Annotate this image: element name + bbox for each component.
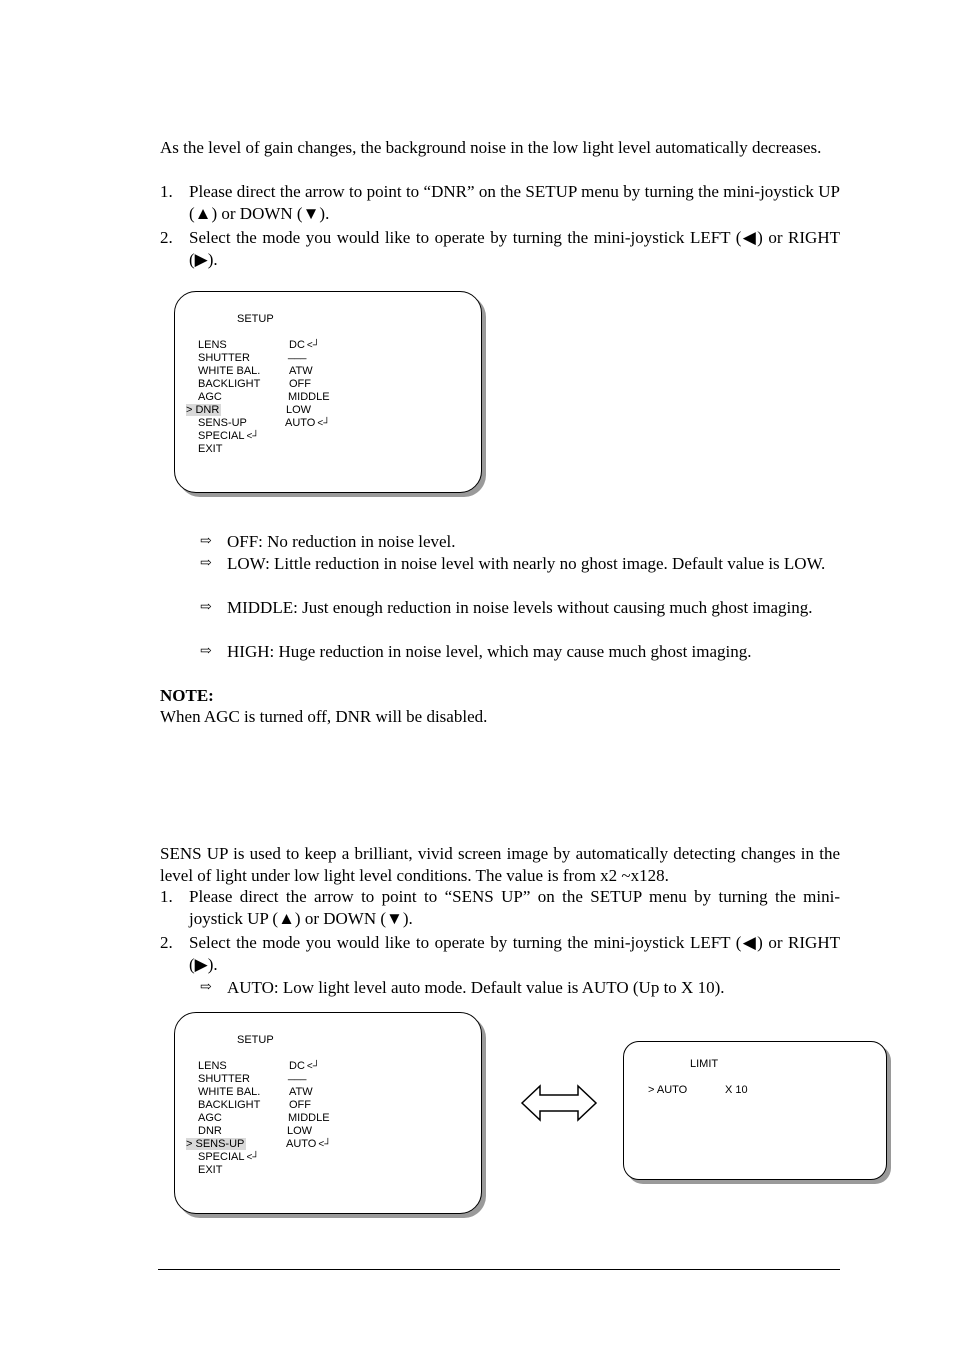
limit-label: > AUTO bbox=[648, 1084, 688, 1096]
step-number: 1. bbox=[160, 182, 173, 201]
setup-menu-dnr bbox=[174, 291, 482, 493]
menu-item-dnr-selected: > DNR bbox=[186, 404, 220, 416]
limit-menu bbox=[623, 1041, 887, 1180]
step-number: 1. bbox=[160, 887, 173, 906]
note-title: NOTE: bbox=[160, 686, 214, 705]
enter-arrow-icon: <┘ bbox=[306, 340, 320, 351]
dnr-option-middle: MIDDLE: Just enough reduction in noise levels without causing much ghost imaging. bbox=[227, 598, 813, 617]
menu-value-white-bal: ATW bbox=[289, 365, 313, 377]
menu-value-backlight: OFF bbox=[289, 378, 311, 390]
menu-title: SETUP bbox=[237, 313, 274, 325]
hollow-right-arrow-icon: ⇨ bbox=[200, 534, 212, 549]
enter-arrow-icon: <┘ bbox=[246, 1152, 260, 1163]
limit-value: X 10 bbox=[725, 1084, 748, 1096]
menu-item-backlight: BACKLIGHT bbox=[198, 1099, 261, 1111]
step-number: 2. bbox=[160, 228, 173, 247]
menu-value-agc: MIDDLE bbox=[288, 391, 330, 403]
menu-item-backlight: BACKLIGHT bbox=[198, 378, 261, 390]
menu-value-agc: MIDDLE bbox=[288, 1112, 330, 1124]
menu-value-sens-up: AUTO <┘ bbox=[286, 1138, 332, 1150]
menu-value-white-bal: ATW bbox=[289, 1086, 313, 1098]
menu-item-exit: EXIT bbox=[198, 443, 223, 455]
menu-value-lens: DC <┘ bbox=[289, 1060, 320, 1072]
hollow-right-arrow-icon: ⇨ bbox=[200, 600, 212, 615]
menu-item-lens: LENS bbox=[198, 339, 227, 351]
dnr-option-off: OFF: No reduction in noise level. bbox=[227, 532, 456, 551]
sens-up-option-auto: AUTO: Low light level auto mode. Default value is AUTO (Up to X 10). bbox=[227, 978, 725, 997]
hollow-right-arrow-icon: ⇨ bbox=[200, 980, 212, 995]
dnr-step-1: Please direct the arrow to point to “DNR” on the SETUP menu by turning the mini-joystick UP (▲) or DOWN (▼). bbox=[189, 182, 840, 223]
limit-title: LIMIT bbox=[690, 1058, 719, 1070]
menu-item-sens-up: SENS-UP bbox=[198, 417, 247, 429]
menu-item-white-bal: WHITE BAL. bbox=[198, 365, 261, 377]
menu-item-sens-up-selected: > SENS-UP bbox=[186, 1138, 245, 1150]
menu-item-special: SPECIAL <┘ bbox=[198, 1151, 260, 1163]
menu-item-lens: LENS bbox=[198, 1060, 227, 1072]
menu-item-shutter: SHUTTER bbox=[198, 352, 250, 364]
sens-up-intro: SENS UP is used to keep a brilliant, vivid screen image by automatically detecting changes in the level of light under low light level conditions. The value is from x2 ~x128. bbox=[160, 844, 840, 885]
enter-arrow-icon: <┘ bbox=[246, 431, 260, 442]
menu-item-exit: EXIT bbox=[198, 1164, 223, 1176]
dnr-intro: As the level of gain changes, the background noise in the low light level automatically decreases. bbox=[160, 138, 822, 157]
hollow-right-arrow-icon: ⇨ bbox=[200, 644, 212, 659]
dnr-option-low: LOW: Little reduction in noise level with nearly no ghost image. Default value is LOW. bbox=[227, 554, 826, 573]
menu-value-shutter: ___ bbox=[288, 1069, 307, 1081]
enter-arrow-icon: <┘ bbox=[306, 1061, 320, 1072]
menu-value-shutter: ___ bbox=[288, 348, 307, 360]
menu-value-sens-up: AUTO <┘ bbox=[285, 417, 331, 429]
menu-item-agc: AGC bbox=[198, 391, 222, 403]
hollow-right-arrow-icon: ⇨ bbox=[200, 556, 212, 571]
sens-up-step-2: Select the mode you would like to operate by turning the mini-joystick LEFT (◀) or RIGHT (▶). bbox=[189, 933, 840, 974]
dnr-option-high: HIGH: Huge reduction in noise level, which may cause much ghost imaging. bbox=[227, 642, 752, 661]
menu-item-dnr: DNR bbox=[198, 1125, 222, 1137]
dnr-step-2: Select the mode you would like to operate by turning the mini-joystick LEFT (◀) or RIGHT (▶). bbox=[189, 228, 840, 269]
menu-title: SETUP bbox=[237, 1034, 274, 1046]
menu-value-lens: DC <┘ bbox=[289, 339, 320, 351]
enter-arrow-icon: <┘ bbox=[318, 1139, 332, 1150]
menu-item-shutter: SHUTTER bbox=[198, 1073, 250, 1085]
menu-item-agc: AGC bbox=[198, 1112, 222, 1124]
sens-up-step-1: Please direct the arrow to point to “SENS UP” on the SETUP menu by turning the mini-joystick UP (▲) or DOWN (▼). bbox=[189, 887, 840, 928]
step-number: 2. bbox=[160, 933, 173, 952]
note-text: When AGC is turned off, DNR will be disabled. bbox=[160, 707, 488, 726]
menu-value-dnr: LOW bbox=[287, 1125, 313, 1137]
double-arrow-icon bbox=[520, 1084, 598, 1122]
menu-item-special: SPECIAL <┘ bbox=[198, 430, 260, 442]
menu-item-white-bal: WHITE BAL. bbox=[198, 1086, 261, 1098]
enter-arrow-icon: <┘ bbox=[317, 418, 331, 429]
menu-value-dnr: LOW bbox=[286, 404, 312, 416]
menu-value-backlight: OFF bbox=[289, 1099, 311, 1111]
footer-divider bbox=[158, 1269, 840, 1270]
setup-menu-sens-up bbox=[174, 1012, 482, 1214]
